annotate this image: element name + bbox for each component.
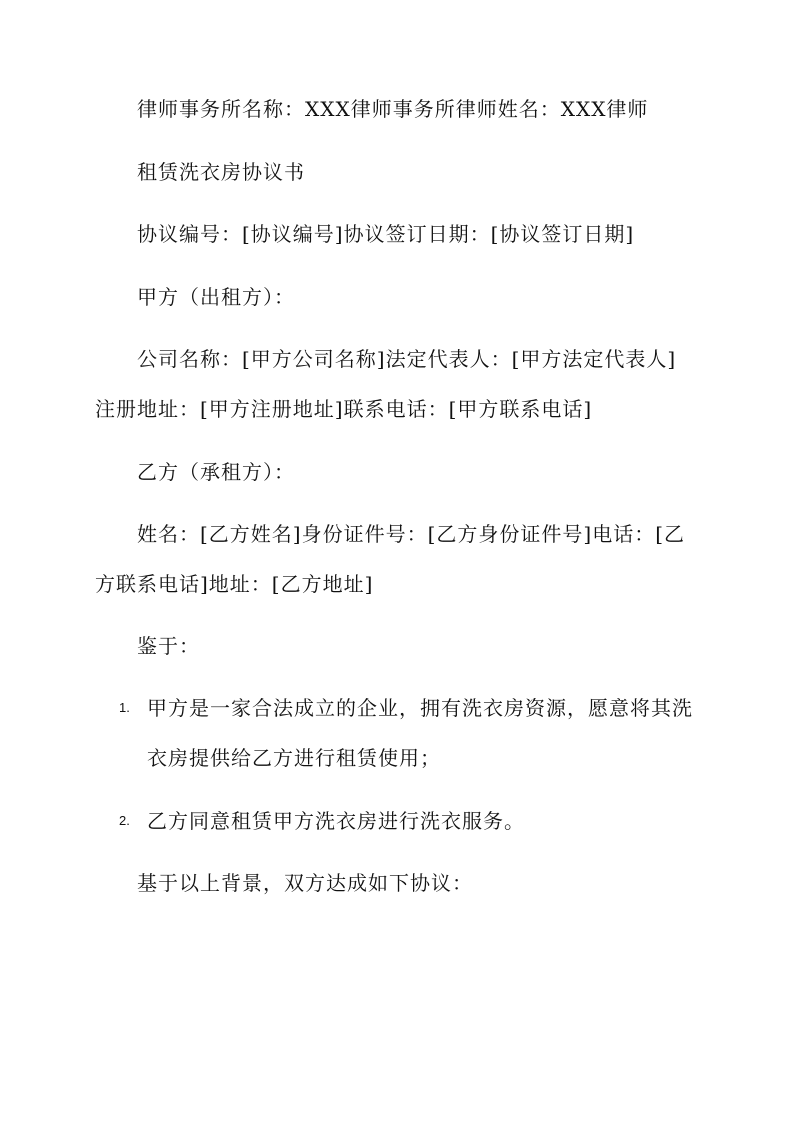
list-item-text: 乙方同意租赁甲方洗衣房进行洗衣服务。 [147, 809, 525, 833]
party-a-address-line: 注册地址：[甲方注册地址]联系电话：[甲方联系电话] [95, 397, 593, 421]
document-title: 租赁洗衣房协议书 [137, 160, 305, 184]
whereas-heading: 鉴于： [137, 634, 200, 658]
agreement-number-line: 协议编号：[协议编号]协议签订日期：[协议签订日期] [137, 222, 635, 246]
party-a-heading: 甲方（出租方）： [137, 285, 295, 309]
list-item-number: 1. [119, 700, 130, 715]
party-b-info-line: 姓名：[乙方姓名]身份证件号：[乙方身份证件号]电话：[乙 [137, 522, 686, 546]
list-item-text: 甲方是一家合法成立的企业，拥有洗衣房资源，愿意将其洗 [147, 696, 693, 720]
list-item-text-continued: 衣房提供给乙方进行租赁使用； [147, 746, 441, 770]
party-b-heading: 乙方（承租方）： [137, 460, 295, 484]
party-a-company-line: 公司名称：[甲方公司名称]法定代表人：[甲方法定代表人] [137, 347, 677, 371]
list-item-number: 2. [119, 813, 130, 828]
party-b-info-line-continued: 方联系电话]地址：[乙方地址] [95, 572, 374, 596]
conclusion-line: 基于以上背景，双方达成如下协议： [137, 871, 473, 895]
law-firm-line: 律师事务所名称：XXX律师事务所律师姓名：XXX律师 [137, 97, 649, 121]
